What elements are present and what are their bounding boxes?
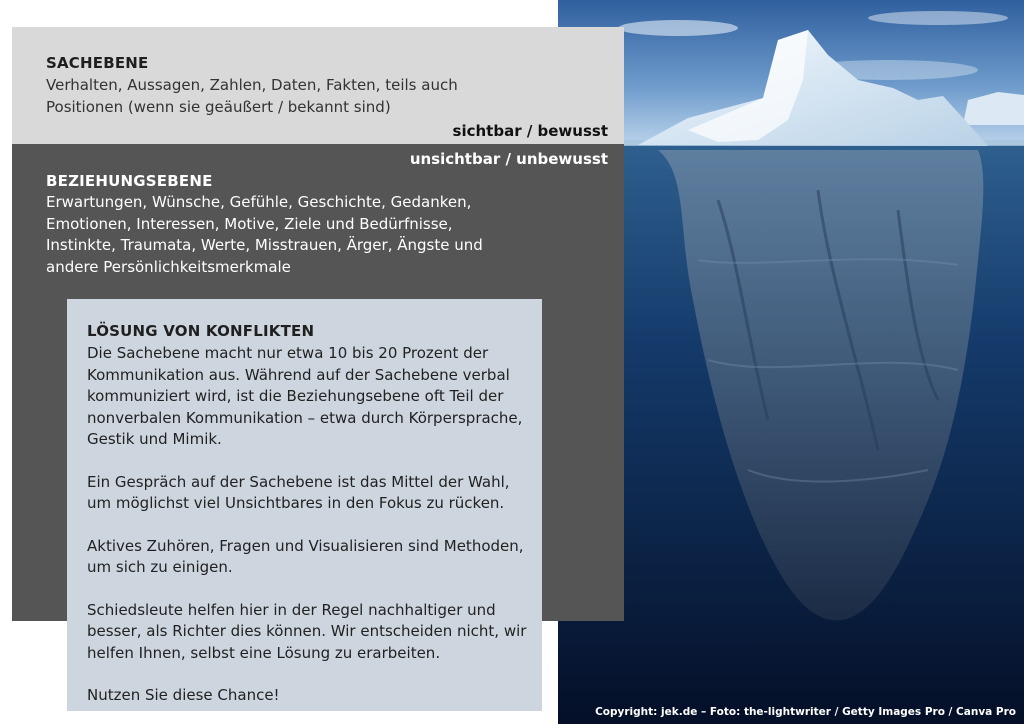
loesung-heading: LÖSUNG VON KONFLIKTEN	[87, 322, 315, 340]
invisible-tag: unsichtbar / unbewusst	[409, 150, 608, 168]
beziehungsebene-heading: BEZIEHUNGSEBENE	[46, 172, 213, 190]
loesung-paragraph: Schiedsleute helfen hier in der Regel nachhaltiger und besser, als Richter dies können. Wir entscheiden nicht, wir helfen Ihnen, selbst eine Lösung zu erarbeiten.	[87, 600, 527, 662]
visible-tag: sichtbar / bewusst	[452, 122, 608, 140]
copyright-note: Copyright: jek.de – Foto: the-lightwriter / Getty Images Pro / Canva Pro	[595, 706, 1016, 718]
iceberg-image	[558, 0, 1024, 724]
loesung-panel	[67, 299, 542, 711]
loesung-paragraph: Nutzen Sie diese Chance!	[87, 686, 280, 704]
sachebene-panel	[12, 27, 624, 144]
loesung-paragraph: Aktives Zuhören, Fragen und Visualisieren sind Methoden, um sich zu einigen.	[87, 536, 524, 576]
loesung-paragraph: Ein Gespräch auf der Sachebene ist das Mittel der Wahl, um möglichst viel Unsichtbares in den Fokus zu rücken.	[87, 472, 510, 512]
loesung-paragraph: Die Sachebene macht nur etwa 10 bis 20 Prozent der Kommunikation aus. Während auf der Sachebene verbal kommuniziert wird, ist die Beziehungsebene oft Teil der nonverbalen Kommunikation – etwa durch Körpersprache, Gestik und Mimik.	[87, 344, 523, 448]
iceberg-photo-icon	[558, 0, 1024, 724]
loesung-text	[87, 343, 532, 728]
sachebene-text: Verhalten, Aussagen, Zahlen, Daten, Fakten, teils auch Positionen (wenn sie geäußert / bekannt sind)	[46, 76, 458, 116]
beziehungsebene-text: Erwartungen, Wünsche, Gefühle, Geschichte, Gedanken, Emotionen, Interessen, Motive, Ziele und Bedürfnisse, Instinkte, Traumata, Werte, Misstrauen, Ärger, Ängste und andere Persönlichkeitsmerkmale	[46, 193, 483, 276]
sachebene-heading: SACHEBENE	[46, 54, 149, 72]
